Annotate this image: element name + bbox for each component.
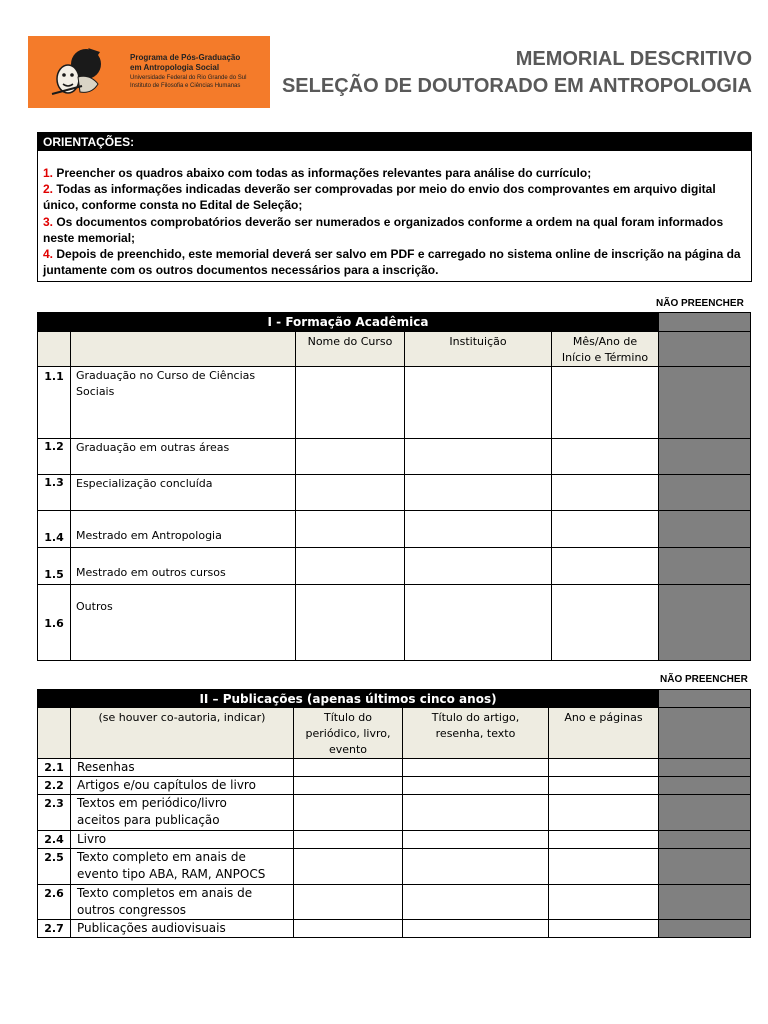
orientacao-item-4 <box>43 246 751 262</box>
col-titulo-artigo <box>403 708 549 759</box>
mes-ano-field[interactable] <box>552 585 659 661</box>
row-number: 1.2 <box>38 439 71 475</box>
row-number: 1.4 <box>38 511 71 548</box>
orientacao-number: 4. <box>43 247 54 262</box>
nao-preencher-cell <box>659 367 751 439</box>
row-label: Mestrado em outros cursos <box>71 548 296 585</box>
mes-ano-field[interactable] <box>552 475 659 511</box>
titulo-periodico-field[interactable] <box>294 920 403 938</box>
col-coautoria: (se houver co-autoria, indicar) <box>71 708 294 759</box>
mes-ano-field[interactable] <box>552 511 659 548</box>
nao-preencher-label-2: NÃO PREENCHER <box>660 674 748 685</box>
row-label: Especialização concluída <box>71 475 296 511</box>
row-label: Graduação em outras áreas <box>71 439 296 475</box>
mask-figure-icon <box>42 44 124 102</box>
col-instituicao: Instituição <box>405 332 552 367</box>
table-row <box>38 885 751 920</box>
instituicao-field[interactable] <box>405 585 552 661</box>
col-line: resenha, texto <box>435 727 516 740</box>
header-cell <box>71 332 296 367</box>
titulo-artigo-field[interactable] <box>403 920 549 938</box>
table-row <box>38 439 751 475</box>
titulo-periodico-field[interactable] <box>294 831 403 849</box>
table-row <box>38 777 751 795</box>
orientacao-text: Todas as informações indicadas deverão ser comprovadas por meio do envio dos comprovantes em arquivo digital <box>53 182 716 197</box>
titulo-artigo-field[interactable] <box>403 795 549 831</box>
row-label-line: Graduação no Curso de Ciências <box>76 369 256 382</box>
nao-preencher-cell <box>659 439 751 475</box>
row-label: Artigos e/ou capítulos de livro <box>71 777 294 795</box>
orientacao-number: 3. <box>43 214 54 229</box>
header-cell <box>38 708 71 759</box>
formacao-academica-table <box>37 312 751 661</box>
table-row <box>38 849 751 885</box>
nao-preencher-cell <box>659 831 751 849</box>
col-mes-ano <box>552 332 659 367</box>
table-row <box>38 511 751 548</box>
table-row <box>38 795 751 831</box>
row-number: 2.4 <box>38 831 71 849</box>
row-label-line: Texto completo em anais de <box>77 850 246 864</box>
instituicao-field[interactable] <box>405 548 552 585</box>
row-number: 2.6 <box>38 885 71 920</box>
titulo-artigo-field[interactable] <box>403 777 549 795</box>
nao-preencher-cell <box>659 548 751 585</box>
row-number: 1.5 <box>38 548 71 585</box>
instituicao-field[interactable] <box>405 475 552 511</box>
orientacao-item-2 <box>43 181 751 197</box>
row-number: 1.6 <box>38 585 71 661</box>
orientacao-item-3 <box>43 214 751 230</box>
row-label: Publicações audiovisuais <box>71 920 294 938</box>
nome-curso-field[interactable] <box>296 475 405 511</box>
row-number: 2.7 <box>38 920 71 938</box>
nao-preencher-cell <box>659 759 751 777</box>
logo-line-1: Programa de Pós-Graduação <box>130 53 241 62</box>
nome-curso-field[interactable] <box>296 585 405 661</box>
titulo-periodico-field[interactable] <box>294 849 403 885</box>
ano-paginas-field[interactable] <box>549 831 659 849</box>
row-label: Livro <box>71 831 294 849</box>
ano-paginas-field[interactable] <box>549 849 659 885</box>
orientacao-text: Depois de preenchido, este memorial deverá ser salvo em PDF e carregado no sistema online de inscrição na página da <box>53 247 741 262</box>
titulo-artigo-field[interactable] <box>403 831 549 849</box>
row-label <box>71 367 296 439</box>
table-row <box>38 475 751 511</box>
nao-preencher-cell <box>659 885 751 920</box>
nao-preencher-cell <box>659 511 751 548</box>
titulo-artigo-field[interactable] <box>403 759 549 777</box>
col-ano-paginas: Ano e páginas <box>549 708 659 759</box>
nao-preencher-cell <box>659 313 751 332</box>
mes-ano-field[interactable] <box>552 439 659 475</box>
row-number: 2.5 <box>38 849 71 885</box>
ano-paginas-field[interactable] <box>549 920 659 938</box>
instituicao-field[interactable] <box>405 439 552 475</box>
col-mes-ano-line: Início e Término <box>561 351 649 364</box>
header-cell <box>38 332 71 367</box>
nao-preencher-cell <box>659 585 751 661</box>
row-label <box>71 795 294 831</box>
col-titulo-periodico <box>294 708 403 759</box>
logo-line-4: Instituto de Filosofia e Ciências Humanas <box>130 83 241 89</box>
nao-preencher-cell <box>659 690 751 708</box>
page-title: MEMORIAL DESCRITIVO <box>515 48 752 70</box>
nao-preencher-cell <box>659 777 751 795</box>
titulo-periodico-field[interactable] <box>294 885 403 920</box>
orientacao-text-continued: neste memorial; <box>43 230 136 245</box>
row-number: 2.3 <box>38 795 71 831</box>
titulo-periodico-field[interactable] <box>294 777 403 795</box>
orientacao-item-1 <box>43 165 751 181</box>
titulo-artigo-field[interactable] <box>403 849 549 885</box>
nome-curso-field[interactable] <box>296 511 405 548</box>
nao-preencher-cell <box>659 920 751 938</box>
orientacao-text-continued: único, conforme consta no Edital de Seleção; <box>43 198 303 213</box>
publicacoes-title: II – Publicações (apenas últimos cinco anos) <box>38 690 659 708</box>
col-line: Título do <box>323 711 373 724</box>
row-label-line: aceitos para publicação <box>77 813 220 827</box>
row-number: 1.1 <box>38 367 71 439</box>
col-line: periódico, livro, <box>305 727 391 740</box>
nao-preencher-cell <box>659 849 751 885</box>
nao-preencher-cell <box>659 475 751 511</box>
nao-preencher-cell <box>659 795 751 831</box>
orientacao-text: Os documentos comprobatórios deverão ser numerados e organizados conforme a ordem na qual foram informados <box>53 214 724 229</box>
row-label: Mestrado em Antropologia <box>71 511 296 548</box>
table-row <box>38 367 751 439</box>
row-label: Outros <box>71 585 296 661</box>
mes-ano-field[interactable] <box>552 367 659 439</box>
logo-line-3: Universidade Federal do Rio Grande do Sul <box>130 75 247 81</box>
nao-preencher-cell <box>659 332 751 367</box>
titulo-periodico-field[interactable] <box>294 759 403 777</box>
table-row <box>38 831 751 849</box>
titulo-periodico-field[interactable] <box>294 795 403 831</box>
row-label-line: Texto completos em anais de <box>77 886 253 900</box>
mes-ano-field[interactable] <box>552 548 659 585</box>
row-label: Resenhas <box>71 759 294 777</box>
row-number: 1.3 <box>38 475 71 511</box>
nome-curso-field[interactable] <box>296 439 405 475</box>
ano-paginas-field[interactable] <box>549 885 659 920</box>
ano-paginas-field[interactable] <box>549 795 659 831</box>
col-line: Título do artigo, <box>431 711 520 724</box>
nome-curso-field[interactable] <box>296 367 405 439</box>
col-line: evento <box>328 743 368 756</box>
orientacao-text-continued: juntamente com os outros documentos necessários para a inscrição. <box>43 263 439 278</box>
titulo-artigo-field[interactable] <box>403 885 549 920</box>
col-mes-ano-line: Mês/Ano de <box>572 335 638 348</box>
col-nome-curso: Nome do Curso <box>296 332 405 367</box>
row-label-line: evento tipo ABA, RAM, ANPOCS <box>77 867 266 881</box>
nao-preencher-label-1: NÃO PREENCHER <box>656 298 744 309</box>
row-label-line: Textos em periódico/livro <box>77 796 227 810</box>
row-label <box>71 885 294 920</box>
orientacao-number: 1. <box>43 166 54 180</box>
row-label-line: Sociais <box>76 385 115 398</box>
row-number: 2.2 <box>38 777 71 795</box>
row-label <box>71 849 294 885</box>
ano-paginas-field[interactable] <box>549 777 659 795</box>
row-number: 2.1 <box>38 759 71 777</box>
orientacoes-list <box>38 151 751 278</box>
table-row <box>38 920 751 938</box>
ppgas-logo <box>28 36 270 108</box>
instituicao-field[interactable] <box>405 511 552 548</box>
orientacoes-box <box>37 132 752 282</box>
logo-line-2: em Antropologia Social <box>130 63 220 72</box>
orientacao-number: 2. <box>43 182 54 197</box>
orientacoes-heading: ORIENTAÇÕES: <box>38 133 751 151</box>
nao-preencher-cell <box>659 708 751 759</box>
formacao-title: I - Formação Acadêmica <box>38 313 659 332</box>
page-subtitle: SELEÇÃO DE DOUTORADO EM ANTROPOLOGIA <box>281 75 752 97</box>
table-row <box>38 759 751 777</box>
nome-curso-field[interactable] <box>296 548 405 585</box>
orientacao-text: Preencher os quadros abaixo com todas as informações relevantes para análise do currículo; <box>53 166 592 180</box>
ano-paginas-field[interactable] <box>549 759 659 777</box>
row-label-line: outros congressos <box>77 903 187 917</box>
publicacoes-table <box>37 689 751 938</box>
table-row <box>38 585 751 661</box>
instituicao-field[interactable] <box>405 367 552 439</box>
table-row <box>38 548 751 585</box>
